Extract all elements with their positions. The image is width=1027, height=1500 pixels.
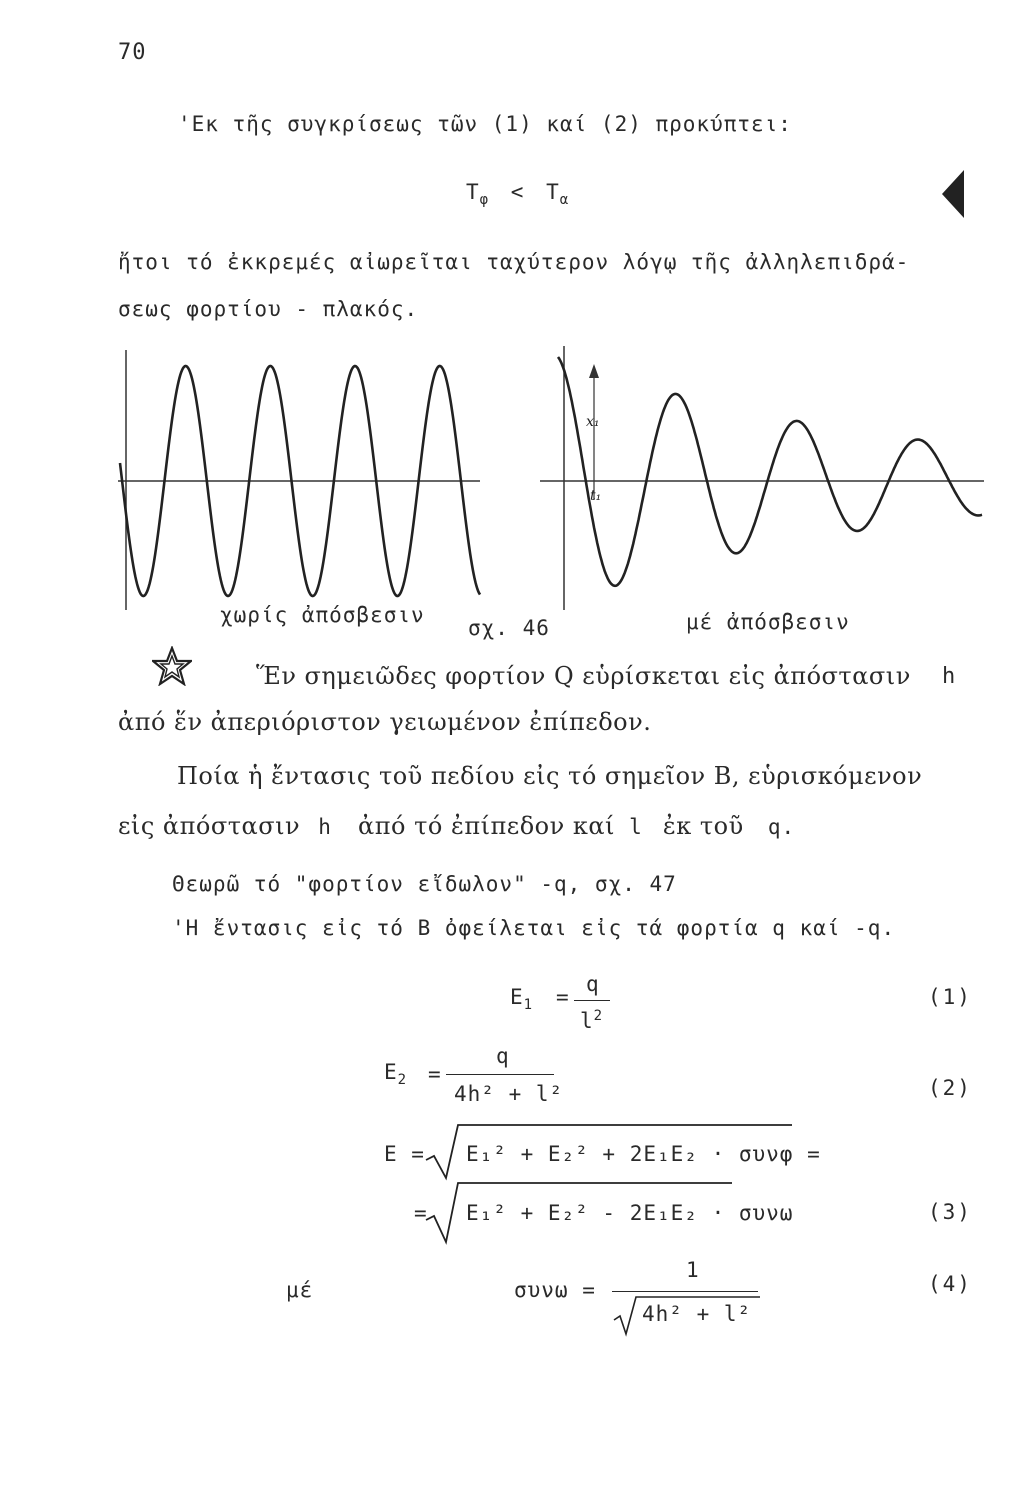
eq1-numerator: q	[586, 972, 600, 996]
label-undamped: χωρίς ἀπόσβεσιν	[220, 603, 425, 627]
eq3-lhs: E =	[384, 1142, 425, 1166]
problem-line-3: Ποία ἡ ἔντασις τοῦ πεδίου εἰς τό σημεῖον Β, εὑρισκόμενον	[177, 762, 923, 790]
eq4-prefix: μέ	[286, 1278, 314, 1302]
amplitude-arrowhead	[589, 364, 599, 378]
eq3-number: (3)	[928, 1200, 972, 1224]
mark-x1: x₁	[586, 414, 600, 430]
mark-t1: t₁	[590, 488, 602, 504]
eq1-fraction-bar	[574, 1000, 610, 1001]
eq1-equals: =	[556, 985, 570, 1009]
eq4-denominator: 4h² + l²	[642, 1302, 752, 1326]
eq1-lhs: $E_1$	[510, 985, 534, 1014]
damped-wave	[558, 357, 982, 586]
oscillation-figure	[110, 340, 990, 630]
conclusion-line-1: ἤτοι τό ἐκκρεμές αἰωρεῖται ταχύτερον λόγῳ τῆς ἀλληλεπιδρά-	[118, 250, 910, 274]
eq4-fraction-bar	[612, 1291, 758, 1292]
relation-sign: <	[510, 180, 525, 204]
problem-line-1: Ἕν σημειῶδες φορτίον Q εὑρίσκεται εἰς ἀπόστασιν	[256, 662, 911, 690]
eq2-lhs: $E_2$	[384, 1060, 408, 1089]
problem-var-h: h	[942, 664, 957, 689]
eq2-numerator: q	[496, 1044, 510, 1068]
eq2-fraction-bar	[446, 1074, 554, 1075]
figure-caption: σχ. 46	[468, 616, 550, 640]
label-damped: μέ ἀπόσβεσιν	[686, 610, 850, 634]
eq2-number: (2)	[928, 1076, 972, 1100]
star-outline-icon	[152, 646, 192, 686]
eq2-denominator: 4h² + l²	[454, 1082, 564, 1106]
eq4-numerator: 1	[686, 1258, 700, 1282]
eq3-line-2: E₁² + E₂² - 2E₁E₂ · συνω	[466, 1201, 794, 1225]
eq4-lhs: συνω =	[514, 1278, 596, 1302]
page-number: 70	[118, 40, 147, 65]
solution-line-1: Θεωρῶ τό "φορτίον εἴδωλον" -q, σχ. 47	[172, 872, 677, 896]
eq4-number: (4)	[928, 1272, 972, 1296]
t-alpha: $T_\alpha$	[546, 180, 570, 209]
eq3-equals-2: =	[414, 1201, 428, 1225]
intro-line: 'Εκ τῆς συγκρίσεως τῶν (1) καί (2) προκύπτει:	[178, 112, 792, 136]
eq3-line-1: E₁² + E₂² + 2E₁E₂ · συνφ =	[466, 1142, 821, 1166]
triangle-marker-icon	[940, 168, 966, 220]
t-phi: $T_\varphi$	[466, 180, 490, 209]
period-formula	[466, 180, 569, 208]
problem-line-2: ἀπό ἕν ἀπεριόριστον γειωμένον ἐπίπεδον.	[118, 708, 652, 736]
eq2-equals: =	[428, 1062, 442, 1086]
solution-line-2: 'Η ἔντασις εἰς τό Β ὀφείλεται εἰς τά φορτία q καί -q.	[172, 916, 896, 940]
problem-line-4: εἰς ἀπόστασιν h ἀπό τό ἐπίπεδον καί l ἐκ τοῦ q.	[118, 812, 796, 840]
eq1-denominator: $l^2$	[580, 1008, 604, 1033]
conclusion-line-2: σεως φορτίου - πλακός.	[118, 297, 419, 321]
eq1-number: (1)	[928, 985, 972, 1009]
